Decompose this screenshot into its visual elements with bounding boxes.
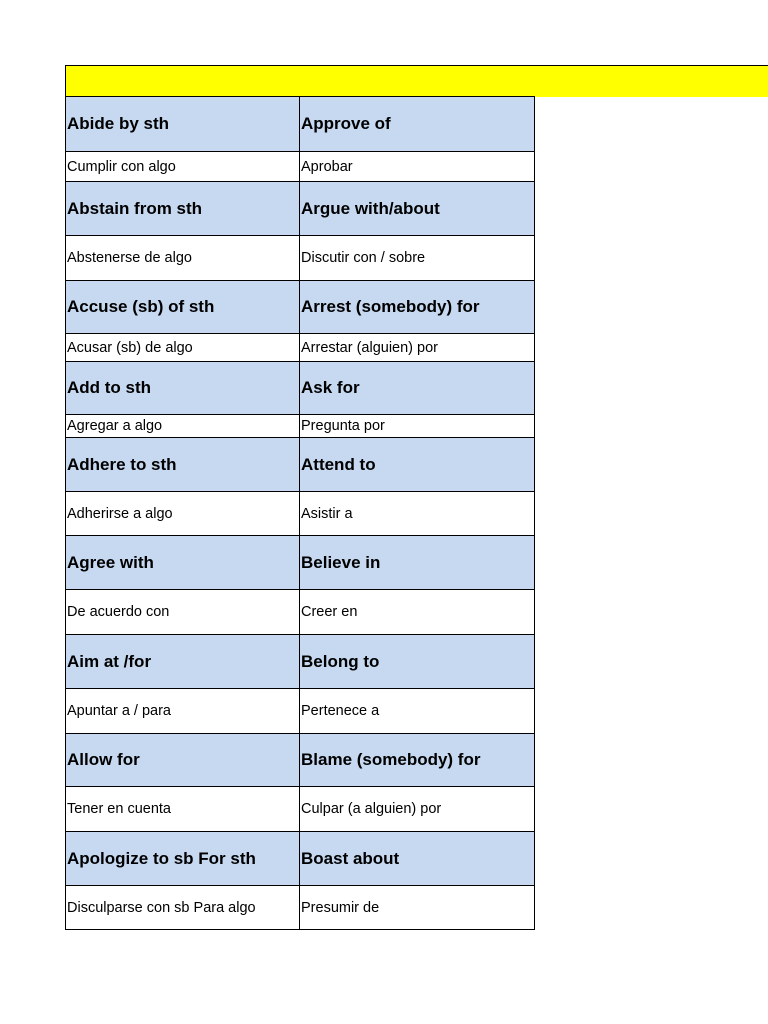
translation-cell: Adherirse a algo xyxy=(66,492,300,536)
term-cell: Accuse (sb) of sth xyxy=(66,281,300,334)
term-cell: Approve of xyxy=(300,97,535,152)
translation-cell: Pertenece a xyxy=(300,689,535,734)
translation-row xyxy=(66,236,535,281)
translation-row xyxy=(66,415,535,438)
translation-cell: Acusar (sb) de algo xyxy=(66,334,300,362)
term-row xyxy=(66,182,535,236)
term-cell: Add to sth xyxy=(66,362,300,415)
term-cell: Ask for xyxy=(300,362,535,415)
header-band xyxy=(65,65,768,97)
term-row xyxy=(66,536,535,590)
term-cell: Arrest (somebody) for xyxy=(300,281,535,334)
term-cell: Argue with/about xyxy=(300,182,535,236)
term-cell: Agree with xyxy=(66,536,300,590)
term-cell: Apologize to sb For sth xyxy=(66,832,300,886)
translation-row xyxy=(66,689,535,734)
term-row xyxy=(66,362,535,415)
translation-cell: Disculparse con sb Para algo xyxy=(66,886,300,930)
term-cell: Blame (somebody) for xyxy=(300,734,535,787)
translation-cell: Creer en xyxy=(300,590,535,635)
translation-cell: De acuerdo con xyxy=(66,590,300,635)
phrasal-verbs-table xyxy=(65,96,535,930)
term-cell: Attend to xyxy=(300,438,535,492)
translation-cell: Asistir a xyxy=(300,492,535,536)
translation-cell: Tener en cuenta xyxy=(66,787,300,832)
translation-cell: Presumir de xyxy=(300,886,535,930)
term-row xyxy=(66,832,535,886)
translation-cell: Cumplir con algo xyxy=(66,152,300,182)
translation-cell: Apuntar a / para xyxy=(66,689,300,734)
term-row xyxy=(66,734,535,787)
term-row xyxy=(66,281,535,334)
translation-cell: Culpar (a alguien) por xyxy=(300,787,535,832)
term-cell: Allow for xyxy=(66,734,300,787)
translation-cell: Agregar a algo xyxy=(66,415,300,438)
term-cell: Belong to xyxy=(300,635,535,689)
translation-row xyxy=(66,334,535,362)
term-cell: Abide by sth xyxy=(66,97,300,152)
term-row xyxy=(66,635,535,689)
translation-cell: Abstenerse de algo xyxy=(66,236,300,281)
term-cell: Believe in xyxy=(300,536,535,590)
translation-cell: Discutir con / sobre xyxy=(300,236,535,281)
translation-row xyxy=(66,590,535,635)
term-cell: Adhere to sth xyxy=(66,438,300,492)
translation-row xyxy=(66,886,535,930)
translation-cell: Arrestar (alguien) por xyxy=(300,334,535,362)
translation-row xyxy=(66,492,535,536)
term-cell: Abstain from sth xyxy=(66,182,300,236)
translation-cell: Aprobar xyxy=(300,152,535,182)
translation-cell: Pregunta por xyxy=(300,415,535,438)
translation-row xyxy=(66,152,535,182)
term-cell: Boast about xyxy=(300,832,535,886)
term-row xyxy=(66,97,535,152)
term-cell: Aim at /for xyxy=(66,635,300,689)
translation-row xyxy=(66,787,535,832)
term-row xyxy=(66,438,535,492)
